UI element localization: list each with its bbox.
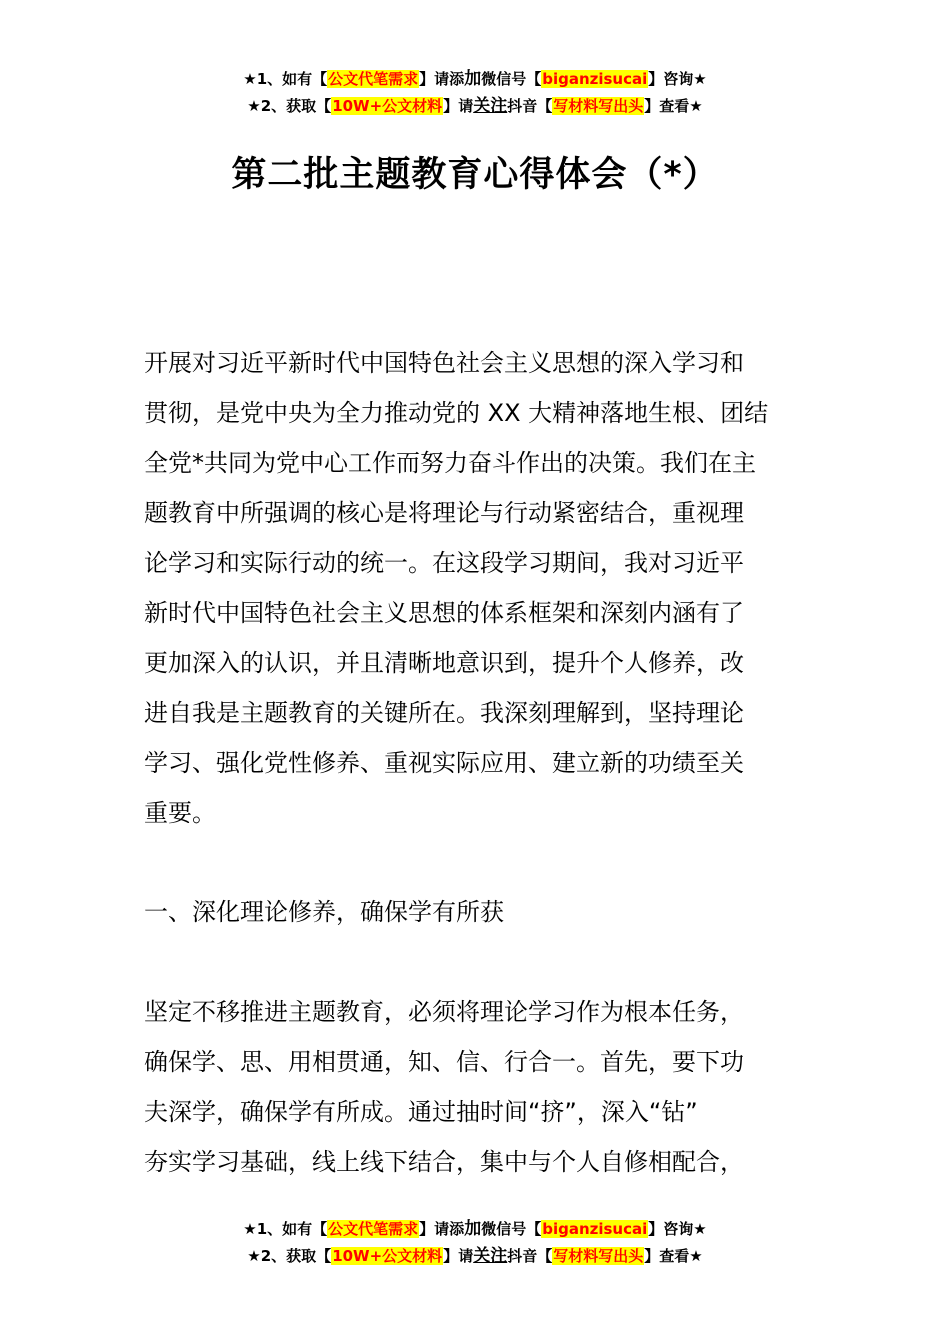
promo-line-2-bold-word: 关注: [473, 1246, 508, 1266]
paragraph-line: 全党*共同为党中心工作而努力奋斗作出的决策。我们在主: [144, 449, 756, 477]
promo-line-1-prefix: ★1、如有【: [243, 70, 328, 88]
promo-line-1-bold-word: 加: [464, 69, 482, 89]
promo-line-2: [0, 93, 950, 120]
promo-line-2-highlight-douyin: 写材料写出头: [553, 1247, 644, 1265]
promo-line-2-suffix: 】查看★: [644, 1247, 703, 1265]
promo-line-1-highlight-service: 公文代笔需求: [328, 70, 419, 88]
promo-line-2-mid-2: 抖音【: [507, 1247, 553, 1265]
paragraph-line: 坚定不移推进主题教育，必须将理论学习作为根本任务，: [144, 998, 744, 1026]
paragraph-line: 更加深入的认识，并且清晰地意识到，提升个人修养，改: [144, 649, 744, 677]
paragraph-line: 重要。: [144, 799, 216, 827]
paragraph-line: 贯彻，是党中央为全力推动党的 XX 大精神落地生根、团结: [144, 399, 769, 427]
paragraph-line: 开展对习近平新时代中国特色社会主义思想的深入学习和: [144, 349, 744, 377]
section-heading-1: [144, 887, 808, 937]
paragraph-line: 论学习和实际行动的统一。在这段学习期间，我对习近平: [144, 549, 744, 577]
promo-line-1-suffix: 】咨询★: [648, 70, 707, 88]
promo-line-2-mid-2: 抖音【: [507, 97, 553, 115]
paragraph-1: [144, 338, 808, 838]
document-title: 第二批主题教育心得体会（*）: [231, 155, 719, 195]
promo-line-2-mid: 】请: [443, 97, 474, 115]
promo-line-2-highlight-materials: 10W+公文材料: [332, 97, 443, 115]
promo-line-1-mid-2: 微信号【: [481, 1220, 542, 1238]
promo-line-1-mid: 】请添: [419, 70, 465, 88]
promo-line-2-highlight-materials: 10W+公文材料: [332, 1247, 443, 1265]
promo-line-2: [0, 1243, 950, 1270]
promo-line-2-prefix: ★2、获取【: [247, 1247, 332, 1265]
promo-line-1-suffix: 】咨询★: [648, 1220, 707, 1238]
promo-line-1-highlight-wechat: biganzisucai: [542, 70, 648, 88]
promo-line-2-mid: 】请: [443, 1247, 474, 1265]
promo-line-1: [0, 66, 950, 93]
paragraph-line: 进自我是主题教育的关键所在。我深刻理解到，坚持理论: [144, 699, 744, 727]
promo-line-2-suffix: 】查看★: [644, 97, 703, 115]
top-promo-banner: [0, 66, 950, 120]
bottom-promo-banner: [0, 1216, 950, 1270]
promo-line-1-highlight-service: 公文代笔需求: [328, 1220, 419, 1238]
promo-line-1-mid-2: 微信号【: [481, 70, 542, 88]
paragraph-line: 夫深学，确保学有所成。通过抽时间“挤”，深入“钻”: [144, 1098, 698, 1126]
paragraph-line: 夯实学习基础，线上线下结合，集中与个人自修相配合，: [144, 1148, 744, 1176]
promo-line-1-prefix: ★1、如有【: [243, 1220, 328, 1238]
promo-line-2-bold-word: 关注: [473, 96, 508, 116]
paragraph-line: 题教育中所强调的核心是将理论与行动紧密结合，重视理: [144, 499, 744, 527]
promo-line-1-bold-word: 加: [464, 1219, 482, 1239]
section-heading-text: 一、深化理论修养，确保学有所获: [144, 898, 504, 926]
paragraph-line: 新时代中国特色社会主义思想的体系框架和深刻内涵有了: [144, 599, 744, 627]
promo-line-1-highlight-wechat: biganzisucai: [542, 1220, 648, 1238]
promo-line-2-prefix: ★2、获取【: [247, 97, 332, 115]
paragraph-line: 学习、强化党性修养、重视实际应用、建立新的功绩至关: [144, 749, 744, 777]
promo-line-1-mid: 】请添: [419, 1220, 465, 1238]
paragraph-line: 确保学、思、用相贯通，知、信、行合一。首先，要下功: [144, 1048, 744, 1076]
promo-line-1: [0, 1216, 950, 1243]
promo-line-2-highlight-douyin: 写材料写出头: [553, 97, 644, 115]
paragraph-2: [144, 987, 808, 1187]
